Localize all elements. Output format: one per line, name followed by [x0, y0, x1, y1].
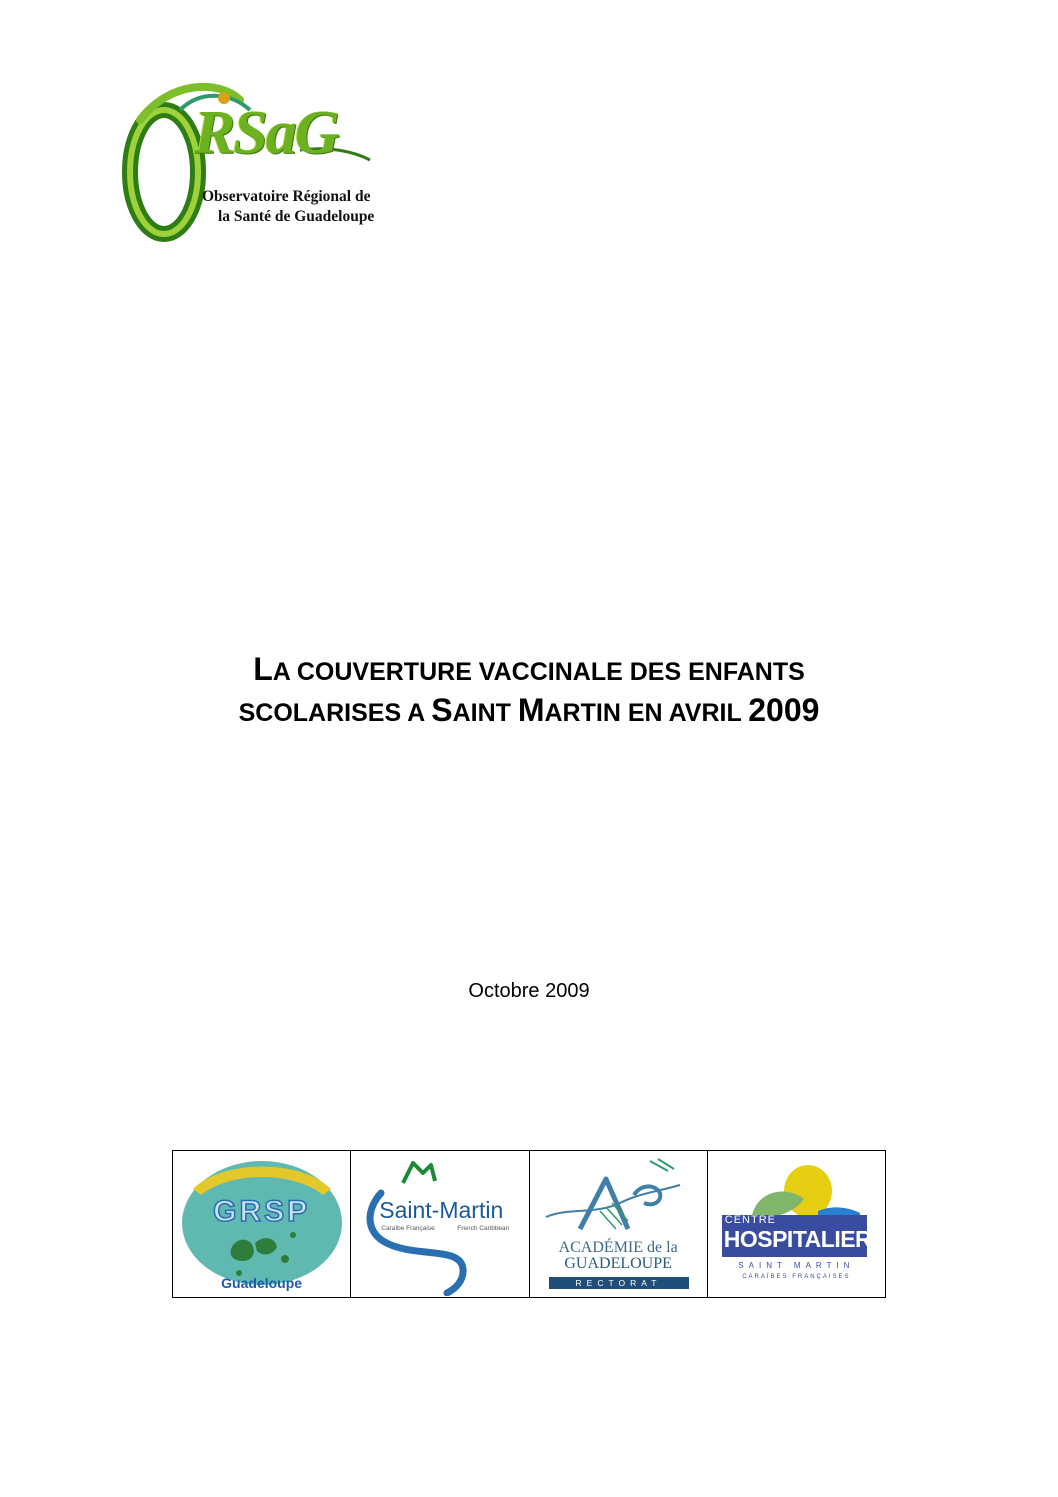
saint-martin-sub-fr: Caraïbe Française — [381, 1225, 435, 1232]
hospital-centre-label: CENTRE — [724, 1214, 776, 1226]
academie-emblem-icon — [530, 1151, 708, 1296]
partner-logos-table — [172, 1150, 886, 1298]
orsag-wordmark: RSaG — [194, 99, 338, 167]
title-line-1: LA COUVERTURE VACCINALE DES ENFANTS — [253, 651, 805, 687]
title-line-2: SCOLARISES A SAINT MARTIN EN AVRIL 2009 — [238, 692, 820, 728]
orsag-subtitle-line2: la Santé de Guadeloupe — [218, 208, 375, 225]
academie-rectorat-bar: RECTORAT — [549, 1277, 689, 1289]
report-title — [0, 650, 1058, 732]
orsag-logo — [120, 80, 380, 250]
grsp-logo — [173, 1151, 351, 1297]
grsp-wordmark: GRSP — [213, 1195, 311, 1228]
hospital-place: SAINT MARTIN — [738, 1261, 855, 1270]
saint-martin-sub-en: French Caribbean — [457, 1225, 510, 1232]
hospital-name: HOSPITALIER — [723, 1226, 872, 1252]
academie-logo — [530, 1151, 708, 1297]
orsag-subtitle-line1: Observatoire Régional de — [202, 188, 371, 205]
academie-line1: ACADÉMIE de la — [558, 1239, 678, 1256]
grsp-caption: Guadeloupe — [221, 1275, 303, 1291]
saint-martin-logo — [351, 1151, 529, 1297]
publication-date: Octobre 2009 — [468, 980, 590, 1002]
academie-line2: GUADELOUPE — [564, 1255, 672, 1272]
hospital-logo — [708, 1151, 885, 1297]
saint-martin-wordmark: Saint-Martin — [379, 1197, 504, 1223]
hospital-subtitle: CARAÏBES FRANÇAISES — [742, 1274, 851, 1280]
